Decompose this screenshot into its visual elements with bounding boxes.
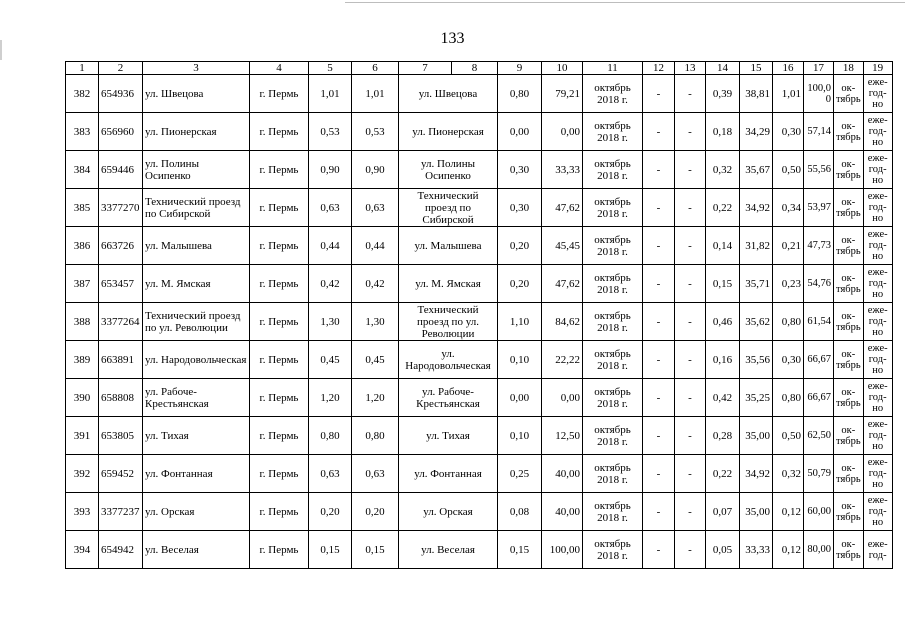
cell-c6: 1,01 bbox=[352, 75, 399, 113]
cell-street: ул. Тихая bbox=[143, 417, 250, 455]
cell-c14: 0,07 bbox=[706, 493, 740, 531]
cell-c17: 61,54 bbox=[804, 303, 834, 341]
cell-street: ул. Малышева bbox=[143, 227, 250, 265]
cell-c12: - bbox=[643, 455, 675, 493]
cell-c10: 40,00 bbox=[542, 455, 583, 493]
cell-c14: 0,42 bbox=[706, 379, 740, 417]
cell-n: 392 bbox=[66, 455, 99, 493]
cell-c5: 0,90 bbox=[309, 151, 352, 189]
cell-code: 654936 bbox=[99, 75, 143, 113]
cell-c13: - bbox=[675, 227, 706, 265]
cell-c10: 0,00 bbox=[542, 113, 583, 151]
cell-c19: еже- год- bbox=[863, 531, 892, 569]
column-header: 17 bbox=[804, 62, 834, 75]
cell-c12: - bbox=[643, 531, 675, 569]
column-header: 6 bbox=[352, 62, 399, 75]
column-header: 9 bbox=[498, 62, 542, 75]
cell-street2: ул. М. Ямская bbox=[399, 265, 498, 303]
cell-c10: 100,00 bbox=[542, 531, 583, 569]
cell-c15: 35,00 bbox=[740, 417, 773, 455]
cell-c12: - bbox=[643, 265, 675, 303]
cell-c12: - bbox=[643, 75, 675, 113]
cell-c10: 45,45 bbox=[542, 227, 583, 265]
cell-c13: - bbox=[675, 379, 706, 417]
cell-c9: 0,30 bbox=[498, 151, 542, 189]
cell-c18: ок- тябрь bbox=[834, 379, 864, 417]
cell-city: г. Пермь bbox=[250, 265, 309, 303]
cell-c14: 0,28 bbox=[706, 417, 740, 455]
cell-n: 386 bbox=[66, 227, 99, 265]
cell-c14: 0,32 bbox=[706, 151, 740, 189]
cell-code: 663726 bbox=[99, 227, 143, 265]
cell-c11: октябрь 2018 г. bbox=[583, 493, 643, 531]
cell-c13: - bbox=[675, 417, 706, 455]
cell-c14: 0,39 bbox=[706, 75, 740, 113]
cell-c18: ок- тябрь bbox=[834, 531, 864, 569]
cell-c6: 1,30 bbox=[352, 303, 399, 341]
cell-c5: 1,01 bbox=[309, 75, 352, 113]
cell-n: 390 bbox=[66, 379, 99, 417]
column-header: 3 bbox=[143, 62, 250, 75]
cell-c16: 0,21 bbox=[773, 227, 804, 265]
cell-c6: 0,15 bbox=[352, 531, 399, 569]
cell-c5: 0,63 bbox=[309, 189, 352, 227]
cell-city: г. Пермь bbox=[250, 455, 309, 493]
cell-code: 3377237 bbox=[99, 493, 143, 531]
column-header: 13 bbox=[675, 62, 706, 75]
cell-c16: 0,23 bbox=[773, 265, 804, 303]
cell-c11: октябрь 2018 г. bbox=[583, 341, 643, 379]
cell-c13: - bbox=[675, 455, 706, 493]
cell-c10: 47,62 bbox=[542, 189, 583, 227]
cell-c15: 35,62 bbox=[740, 303, 773, 341]
cell-c14: 0,18 bbox=[706, 113, 740, 151]
cell-street: ул. Рабоче- Крестьянская bbox=[143, 379, 250, 417]
cell-c10: 22,22 bbox=[542, 341, 583, 379]
cell-c13: - bbox=[675, 75, 706, 113]
cell-street2: ул. Тихая bbox=[399, 417, 498, 455]
column-header: 10 bbox=[542, 62, 583, 75]
table-row bbox=[66, 113, 893, 151]
cell-c12: - bbox=[643, 379, 675, 417]
cell-c17: 50,79 bbox=[804, 455, 834, 493]
cell-c17: 57,14 bbox=[804, 113, 834, 151]
cell-c19: еже- год- но bbox=[863, 303, 892, 341]
cell-city: г. Пермь bbox=[250, 417, 309, 455]
cell-c6: 0,20 bbox=[352, 493, 399, 531]
cell-c18: ок- тябрь bbox=[834, 151, 864, 189]
cell-c10: 47,62 bbox=[542, 265, 583, 303]
table-row bbox=[66, 227, 893, 265]
cell-city: г. Пермь bbox=[250, 303, 309, 341]
cell-code: 659446 bbox=[99, 151, 143, 189]
cell-c12: - bbox=[643, 303, 675, 341]
table-row bbox=[66, 303, 893, 341]
cell-street: Технический проезд по Сибирской bbox=[143, 189, 250, 227]
cell-code: 654942 bbox=[99, 531, 143, 569]
cell-n: 394 bbox=[66, 531, 99, 569]
cell-c6: 0,53 bbox=[352, 113, 399, 151]
cell-code: 653805 bbox=[99, 417, 143, 455]
column-header: 11 bbox=[583, 62, 643, 75]
column-header: 8 bbox=[452, 62, 498, 75]
cell-code: 653457 bbox=[99, 265, 143, 303]
column-header: 19 bbox=[863, 62, 892, 75]
cell-c11: октябрь 2018 г. bbox=[583, 531, 643, 569]
cell-c16: 0,30 bbox=[773, 113, 804, 151]
cell-n: 388 bbox=[66, 303, 99, 341]
cell-code: 3377264 bbox=[99, 303, 143, 341]
cell-street: ул. Полины Осипенко bbox=[143, 151, 250, 189]
cell-c18: ок- тябрь bbox=[834, 227, 864, 265]
cell-n: 384 bbox=[66, 151, 99, 189]
cell-c17: 54,76 bbox=[804, 265, 834, 303]
cell-c10: 0,00 bbox=[542, 379, 583, 417]
cell-c12: - bbox=[643, 189, 675, 227]
cell-c5: 0,42 bbox=[309, 265, 352, 303]
cell-c19: еже- год- но bbox=[863, 493, 892, 531]
cell-c15: 34,29 bbox=[740, 113, 773, 151]
cell-c19: еже- год- но bbox=[863, 455, 892, 493]
cell-street2: ул. Пионерская bbox=[399, 113, 498, 151]
cell-c17: 47,73 bbox=[804, 227, 834, 265]
table-row bbox=[66, 265, 893, 303]
cell-c19: еже- год- но bbox=[863, 341, 892, 379]
column-header: 4 bbox=[250, 62, 309, 75]
cell-c15: 35,00 bbox=[740, 493, 773, 531]
column-header: 2 bbox=[99, 62, 143, 75]
cell-c5: 0,15 bbox=[309, 531, 352, 569]
cell-c16: 0,32 bbox=[773, 455, 804, 493]
cell-street2: ул. Народовольческая bbox=[399, 341, 498, 379]
cell-street: ул. Орская bbox=[143, 493, 250, 531]
table-row bbox=[66, 417, 893, 455]
cell-c12: - bbox=[643, 227, 675, 265]
cell-c11: октябрь 2018 г. bbox=[583, 227, 643, 265]
cell-c13: - bbox=[675, 531, 706, 569]
column-header: 5 bbox=[309, 62, 352, 75]
cell-c12: - bbox=[643, 341, 675, 379]
cell-c18: ок- тябрь bbox=[834, 75, 864, 113]
table-row bbox=[66, 493, 893, 531]
cell-c10: 12,50 bbox=[542, 417, 583, 455]
cell-c10: 33,33 bbox=[542, 151, 583, 189]
cell-c10: 84,62 bbox=[542, 303, 583, 341]
cell-c14: 0,22 bbox=[706, 455, 740, 493]
column-header: 15 bbox=[740, 62, 773, 75]
cell-c15: 35,25 bbox=[740, 379, 773, 417]
cell-c12: - bbox=[643, 151, 675, 189]
cell-city: г. Пермь bbox=[250, 531, 309, 569]
cell-n: 393 bbox=[66, 493, 99, 531]
cell-c14: 0,22 bbox=[706, 189, 740, 227]
cell-code: 659452 bbox=[99, 455, 143, 493]
column-header: 12 bbox=[643, 62, 675, 75]
cell-c18: ок- тябрь bbox=[834, 303, 864, 341]
cell-c11: октябрь 2018 г. bbox=[583, 265, 643, 303]
cell-c6: 0,42 bbox=[352, 265, 399, 303]
cell-c9: 1,10 bbox=[498, 303, 542, 341]
cell-c5: 0,63 bbox=[309, 455, 352, 493]
cell-c11: октябрь 2018 г. bbox=[583, 189, 643, 227]
cell-c15: 35,67 bbox=[740, 151, 773, 189]
cell-street: ул. Пионерская bbox=[143, 113, 250, 151]
cell-street2: Технический проезд по ул. Революции bbox=[399, 303, 498, 341]
cell-street: ул. М. Ямская bbox=[143, 265, 250, 303]
top-border-line bbox=[345, 2, 905, 3]
cell-c17: 60,00 bbox=[804, 493, 834, 531]
cell-c19: еже- год- но bbox=[863, 417, 892, 455]
cell-c17: 53,97 bbox=[804, 189, 834, 227]
cell-c18: ок- тябрь bbox=[834, 113, 864, 151]
cell-street2: Технический проезд по Сибирской bbox=[399, 189, 498, 227]
cell-c5: 0,45 bbox=[309, 341, 352, 379]
cell-c9: 0,20 bbox=[498, 265, 542, 303]
cell-c9: 0,80 bbox=[498, 75, 542, 113]
cell-c11: октябрь 2018 г. bbox=[583, 455, 643, 493]
cell-n: 389 bbox=[66, 341, 99, 379]
cell-n: 382 bbox=[66, 75, 99, 113]
cell-c18: ок- тябрь bbox=[834, 265, 864, 303]
cell-city: г. Пермь bbox=[250, 493, 309, 531]
cell-c16: 0,12 bbox=[773, 531, 804, 569]
table-row bbox=[66, 531, 893, 569]
cell-city: г. Пермь bbox=[250, 151, 309, 189]
table-row bbox=[66, 151, 893, 189]
cell-c9: 0,00 bbox=[498, 379, 542, 417]
cell-code: 3377270 bbox=[99, 189, 143, 227]
cell-c5: 0,20 bbox=[309, 493, 352, 531]
cell-c13: - bbox=[675, 151, 706, 189]
column-header: 14 bbox=[706, 62, 740, 75]
cell-c11: октябрь 2018 г. bbox=[583, 303, 643, 341]
cell-city: г. Пермь bbox=[250, 341, 309, 379]
column-header: 18 bbox=[834, 62, 864, 75]
cell-c18: ок- тябрь bbox=[834, 417, 864, 455]
header-row bbox=[66, 62, 893, 75]
cell-c16: 0,50 bbox=[773, 151, 804, 189]
cell-c9: 0,30 bbox=[498, 189, 542, 227]
cell-c11: октябрь 2018 г. bbox=[583, 417, 643, 455]
table-row bbox=[66, 379, 893, 417]
cell-c6: 0,80 bbox=[352, 417, 399, 455]
cell-code: 656960 bbox=[99, 113, 143, 151]
cell-c17: 55,56 bbox=[804, 151, 834, 189]
table-row bbox=[66, 455, 893, 493]
cell-c15: 34,92 bbox=[740, 455, 773, 493]
cell-c9: 0,10 bbox=[498, 417, 542, 455]
cell-c11: октябрь 2018 г. bbox=[583, 151, 643, 189]
page-number: 133 bbox=[440, 30, 465, 47]
table-row bbox=[66, 75, 893, 113]
cell-c15: 33,33 bbox=[740, 531, 773, 569]
cell-c19: еже- год- но bbox=[863, 151, 892, 189]
cell-c19: еже- год- но bbox=[863, 227, 892, 265]
cell-c13: - bbox=[675, 303, 706, 341]
cell-c16: 0,50 bbox=[773, 417, 804, 455]
cell-c17: 66,67 bbox=[804, 341, 834, 379]
cell-c9: 0,08 bbox=[498, 493, 542, 531]
cell-c11: октябрь 2018 г. bbox=[583, 75, 643, 113]
cell-c12: - bbox=[643, 493, 675, 531]
cell-street2: ул. Полины Осипенко bbox=[399, 151, 498, 189]
cell-c10: 40,00 bbox=[542, 493, 583, 531]
cell-c15: 38,81 bbox=[740, 75, 773, 113]
column-header: 7 bbox=[399, 62, 452, 75]
cell-c5: 1,20 bbox=[309, 379, 352, 417]
cell-c14: 0,05 bbox=[706, 531, 740, 569]
cell-street: ул. Швецова bbox=[143, 75, 250, 113]
cell-c17: 62,50 bbox=[804, 417, 834, 455]
cell-street2: ул. Веселая bbox=[399, 531, 498, 569]
cell-c19: еже- год- но bbox=[863, 265, 892, 303]
cell-c6: 0,44 bbox=[352, 227, 399, 265]
cell-c5: 0,44 bbox=[309, 227, 352, 265]
cell-n: 387 bbox=[66, 265, 99, 303]
cell-c13: - bbox=[675, 265, 706, 303]
cell-c14: 0,16 bbox=[706, 341, 740, 379]
cell-c13: - bbox=[675, 341, 706, 379]
cell-c12: - bbox=[643, 417, 675, 455]
cell-c6: 0,45 bbox=[352, 341, 399, 379]
cell-n: 391 bbox=[66, 417, 99, 455]
cell-c5: 0,53 bbox=[309, 113, 352, 151]
cell-c13: - bbox=[675, 113, 706, 151]
cell-c19: еже- год- но bbox=[863, 113, 892, 151]
cell-c13: - bbox=[675, 189, 706, 227]
cell-c10: 79,21 bbox=[542, 75, 583, 113]
cell-c5: 1,30 bbox=[309, 303, 352, 341]
cell-c6: 1,20 bbox=[352, 379, 399, 417]
cell-street2: ул. Швецова bbox=[399, 75, 498, 113]
cell-c19: еже- год- но bbox=[863, 189, 892, 227]
cell-c17: 66,67 bbox=[804, 379, 834, 417]
cell-c12: - bbox=[643, 113, 675, 151]
cell-c13: - bbox=[675, 493, 706, 531]
cell-c17: 100,0 0 bbox=[804, 75, 834, 113]
column-header: 1 bbox=[66, 62, 99, 75]
cell-c16: 0,34 bbox=[773, 189, 804, 227]
cell-code: 663891 bbox=[99, 341, 143, 379]
cell-c18: ок- тябрь bbox=[834, 455, 864, 493]
cell-street: ул. Народовольческая bbox=[143, 341, 250, 379]
data-table bbox=[65, 61, 893, 569]
cell-c11: октябрь 2018 г. bbox=[583, 379, 643, 417]
cell-n: 385 bbox=[66, 189, 99, 227]
cell-c15: 35,71 bbox=[740, 265, 773, 303]
cell-c14: 0,14 bbox=[706, 227, 740, 265]
cell-c14: 0,46 bbox=[706, 303, 740, 341]
cell-city: г. Пермь bbox=[250, 379, 309, 417]
cell-c9: 0,00 bbox=[498, 113, 542, 151]
column-header: 16 bbox=[773, 62, 804, 75]
cell-c17: 80,00 bbox=[804, 531, 834, 569]
cell-c6: 0,63 bbox=[352, 455, 399, 493]
cell-c16: 0,80 bbox=[773, 379, 804, 417]
cell-c18: ок- тябрь bbox=[834, 189, 864, 227]
cell-c9: 0,10 bbox=[498, 341, 542, 379]
cell-city: г. Пермь bbox=[250, 113, 309, 151]
cell-street: ул. Веселая bbox=[143, 531, 250, 569]
cell-street2: ул. Фонтанная bbox=[399, 455, 498, 493]
cell-c5: 0,80 bbox=[309, 417, 352, 455]
cell-c6: 0,63 bbox=[352, 189, 399, 227]
cell-c9: 0,20 bbox=[498, 227, 542, 265]
cell-c9: 0,15 bbox=[498, 531, 542, 569]
cell-c14: 0,15 bbox=[706, 265, 740, 303]
cell-c11: октябрь 2018 г. bbox=[583, 113, 643, 151]
cell-c6: 0,90 bbox=[352, 151, 399, 189]
cell-street: Технический проезд по ул. Революции bbox=[143, 303, 250, 341]
cell-city: г. Пермь bbox=[250, 189, 309, 227]
cell-c15: 31,82 bbox=[740, 227, 773, 265]
cell-c18: ок- тябрь bbox=[834, 493, 864, 531]
cell-code: 658808 bbox=[99, 379, 143, 417]
cell-c16: 0,12 bbox=[773, 493, 804, 531]
table-row bbox=[66, 341, 893, 379]
cell-c16: 0,80 bbox=[773, 303, 804, 341]
cell-n: 383 bbox=[66, 113, 99, 151]
cell-c19: еже- год- но bbox=[863, 379, 892, 417]
cell-street2: ул. Рабоче- Крестьянская bbox=[399, 379, 498, 417]
cell-c16: 1,01 bbox=[773, 75, 804, 113]
cell-c19: еже- год- но bbox=[863, 75, 892, 113]
cell-c9: 0,25 bbox=[498, 455, 542, 493]
cell-c15: 34,92 bbox=[740, 189, 773, 227]
cell-street2: ул. Малышева bbox=[399, 227, 498, 265]
table-row bbox=[66, 189, 893, 227]
cell-street: ул. Фонтанная bbox=[143, 455, 250, 493]
cell-c15: 35,56 bbox=[740, 341, 773, 379]
cell-c18: ок- тябрь bbox=[834, 341, 864, 379]
cell-city: г. Пермь bbox=[250, 227, 309, 265]
cell-street2: ул. Орская bbox=[399, 493, 498, 531]
cell-city: г. Пермь bbox=[250, 75, 309, 113]
cell-c16: 0,30 bbox=[773, 341, 804, 379]
